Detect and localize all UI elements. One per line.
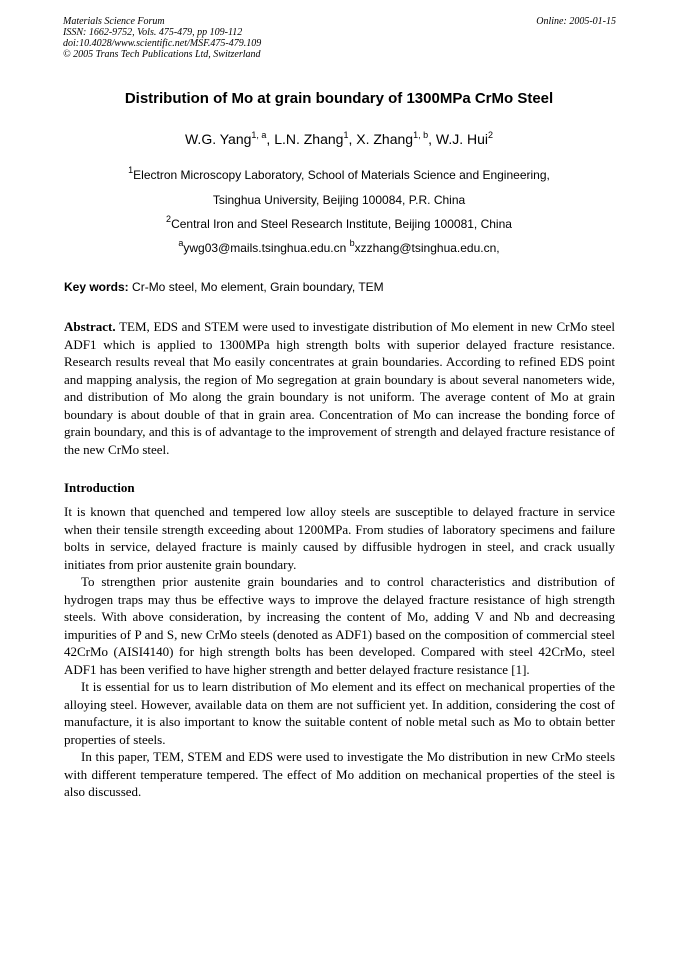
affil-text: Electron Microscopy Laboratory, School of Materials Science and Engineering, <box>133 168 550 182</box>
intro-paragraph-2: To strengthen prior austenite grain boundaries and to control characteristics and distribution of hydrogen traps may thus be effective ways to improve the delayed fracture resistance of high strength steels. With above consideration, by increasing the content of Mo, adding V and Nb and decreasing impurities of P and S, new CrMo steels (denoted as ADF1) based on the composition of commercial steel 42CrMo (AISI4140) for high strength bolts has been developed. Compared with steel 42CrMo, steel ADF1 has been verified to have higher strength and better delayed fracture resistance [1]. <box>64 574 615 677</box>
affil-text: Central Iron and Steel Research Institute, Beijing 100081, China <box>171 217 512 231</box>
introduction-body <box>64 503 615 801</box>
author-separator: , <box>266 131 275 147</box>
keywords <box>64 280 384 294</box>
keywords-label: Key words: <box>64 280 129 294</box>
author-list <box>0 131 678 147</box>
author-name: W.J. Hui <box>435 131 488 147</box>
author-affil-sup: 1, a <box>251 130 267 140</box>
affiliation-1-line-1 <box>0 165 678 182</box>
copyright: © 2005 Trans Tech Publications Ltd, Switzerland <box>63 49 261 60</box>
intro-paragraph-3: It is essential for us to learn distribution of Mo element and its effect on mechanical properties of the alloying steel. However, available data on them are not sufficient yet. In addition, considering the cost of manufacture, it is also important to know the suitable content of noble metal such as Mo to obtain better properties of steels. <box>64 679 615 747</box>
intro-paragraph-4: In this paper, TEM, STEM and EDS were used to investigate the Mo distribution in new CrMo steels with different temperature tempered. The effect of Mo addition on mechanical properties of the steel is also discussed. <box>64 749 615 799</box>
abstract-label: Abstract. <box>64 319 116 334</box>
author-name: X. Zhang <box>356 131 414 147</box>
keywords-text: Cr-Mo steel, Mo element, Grain boundary, TEM <box>132 280 384 294</box>
author-separator: , <box>428 131 436 147</box>
section-heading-introduction: Introduction <box>64 480 135 495</box>
email-b: xzzhang@tsinghua.edu.cn, <box>354 241 500 255</box>
author-affil-sup: 2 <box>488 130 494 140</box>
affil-sup: 1 <box>128 165 134 175</box>
affiliation-2 <box>0 214 678 231</box>
issn: ISSN: 1662-9752, Vols. 475-479, pp 109-112 <box>63 27 243 38</box>
author-affil-sup: 1, b <box>413 130 429 140</box>
author-separator: , <box>348 131 357 147</box>
affiliation-1-line-2: Tsinghua University, Beijing 100084, P.R. China <box>212 193 466 207</box>
author-name: W.G. Yang <box>184 131 252 147</box>
journal-name: Materials Science Forum <box>63 16 165 27</box>
doi: doi:10.4028/www.scientific.net/MSF.475-479.109 <box>63 38 262 49</box>
email-a: ywg03@mails.tsinghua.edu.cn <box>183 241 347 255</box>
abstract-text: TEM, EDS and STEM were used to investigate distribution of Mo element in new CrMo steel ADF1 which is applied to 1300MPa high strength bolts with superior delayed fracture resistance. Research results reveal that Mo easily concentrates at grain boundaries. According to refined EDS point and mapping analysis, the region of Mo segregation at grain boundary is about several nanometers wide, and distribution of Mo along the grain boundary is not uniform. The average content of Mo at grain boundary is about double of that in grain area. Concentration of Mo can increase the bonding force of grain boundary, and this is of advantage to the improvement of strength and delayed fracture resistance of the new CrMo steel. <box>64 319 615 457</box>
intro-paragraph-1: It is known that quenched and tempered low alloy steels are susceptible to delayed fracture in service when their tensile strength exceeding about 1200MPa. From studies of laboratory specimens and failure bolts in service, delayed fracture is mainly caused by diffusible hydrogen in steel, and crack usually initiates from prior austenite grain boundary. <box>64 504 615 572</box>
email-sup: b <box>349 238 355 248</box>
author-emails <box>0 238 678 255</box>
abstract <box>64 318 615 458</box>
online-date: Online: 2005-01-15 <box>536 16 616 27</box>
author-name: L.N. Zhang <box>274 131 344 147</box>
email-sup: a <box>178 238 184 248</box>
affil-sup: 2 <box>166 214 172 224</box>
paper-title: Distribution of Mo at grain boundary of 1300MPa CrMo Steel <box>124 90 554 107</box>
running-header <box>63 16 616 60</box>
author-affil-sup: 1 <box>343 130 349 140</box>
